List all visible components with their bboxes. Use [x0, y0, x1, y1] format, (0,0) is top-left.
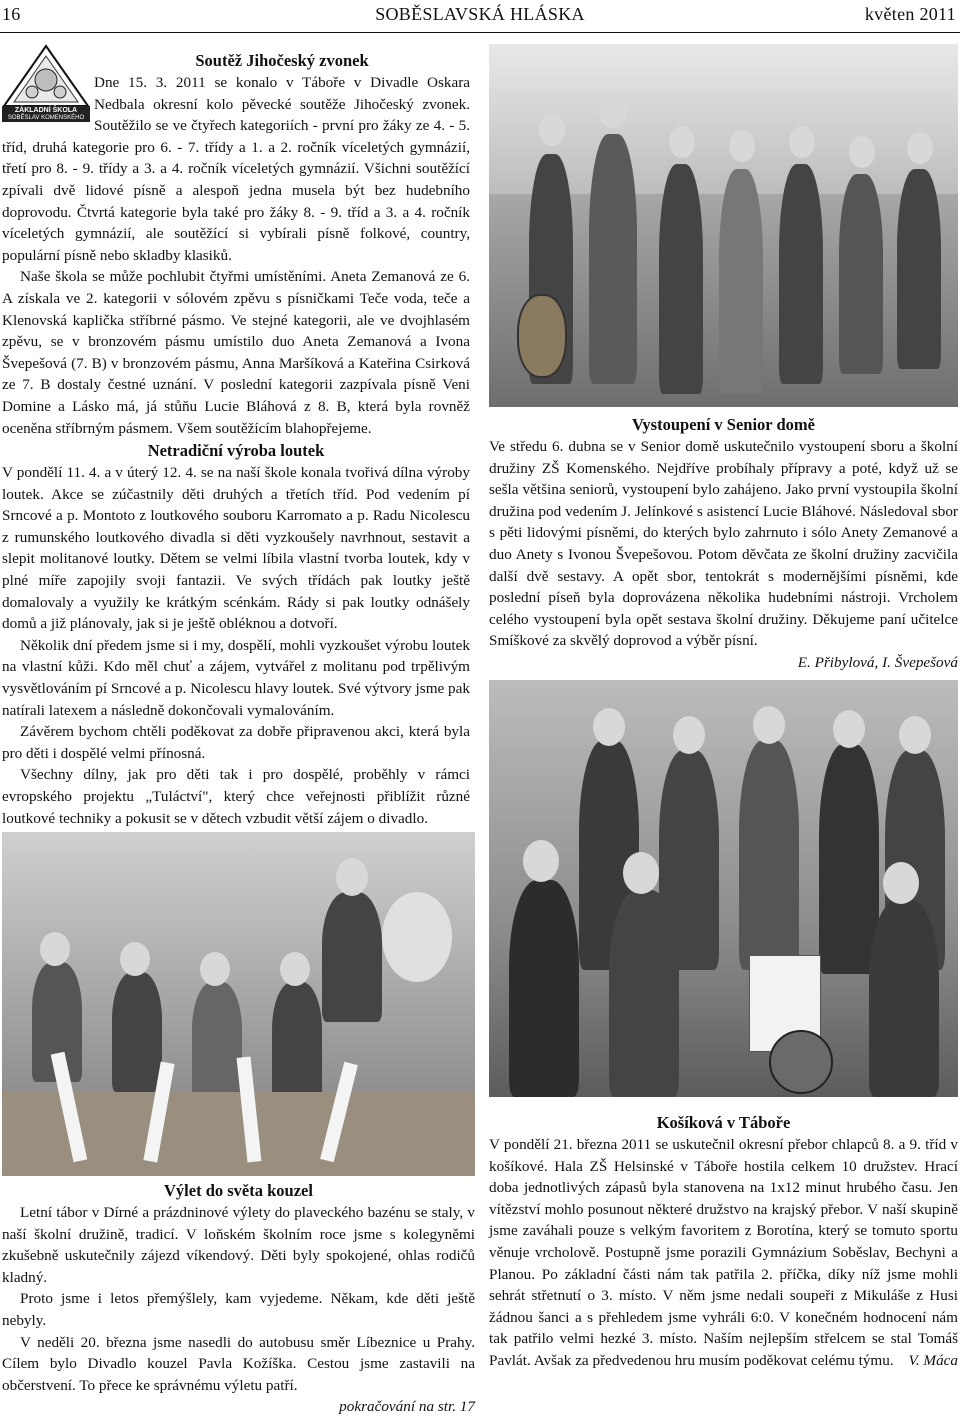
- guitar-shape: [517, 294, 567, 378]
- article-loutky-title: Netradiční výroba loutek: [147, 441, 325, 460]
- article-kosikova: [489, 1112, 958, 1372]
- logo-text-1: ZÁKLADNÍ ŠKOLA: [14, 107, 78, 114]
- article-loutky-p4: Všechny dílny, jak pro děti tak i pro dospělé, proběhly v rámci evropského projektu „Tuláctví", který chce veřejnosti přiblížit různé loutkové techniky a pokusit se v dětech vzbudit větší zájem o divadlo.: [2, 766, 470, 827]
- article-loutky-p3: Závěrem bychom chtěli poděkovat za dobře připravenou akci, která byla pro děti i dospělé velmi přínosná.: [2, 723, 470, 762]
- article-kouzel-p3: V neděli 20. března jsme nasedli do autobusu směr Líbeznice u Prahy. Cílem bylo Divadlo kouzel Pavla Kožíška. Cestou jsme zastavili na občerstvení. To přece ke správnému výletu patří.: [2, 1333, 475, 1394]
- article-zvonek-p1: Dne 15. 3. 2011 se konalo v Táboře v Divadle Oskara Nedbala okresní kolo pěvecké soutěže Jihočeský zvonek. Soutěžilo se ve čtyřech kategoriích - první pro žáky ze 4. - 5. tříd, druhá kategorie pro 6. - 7. třídy a 1. a 2. ročník víceletých gymnázií, třetí pro 8. - 9. třídy a 3. a 4. ročník víceletých gymnázií. Všichni soutěžící zpívali dvě lidové písně a alespoň jedna musela být bez hudebního doprovodu. Čtvrtá kategorie byla také pro žáky 8. - 9. tříd a 3. a 4. ročník víceletých gymnázií, ale soutěžící si vybírali písně folkové, country, populární písně nebo skladby klasiků.: [2, 74, 470, 264]
- article-zvonek: [2, 50, 470, 439]
- article-senior-title: Vystoupení v Senior domě: [632, 415, 815, 434]
- choir-photo: [489, 44, 958, 407]
- article-kouzel-signature: pokračování na str. 17: [339, 1398, 475, 1416]
- article-kouzel: [2, 1180, 475, 1418]
- basketball-shape: [769, 1030, 833, 1094]
- article-loutky-p2: Několik dní předem jsme si i my, dospělí, mohli vyzkoušet výrobu loutek na vlastní kůži. Kdo měl chuť a zájem, vytvářel z molitanu pod trpělivým vysvětlováním pí Srncové a p. Nicolescu hlavy loutek. Své výtvory jsme pak natírali latexem a následně dokončovali vymalováním.: [2, 636, 470, 719]
- article-loutky: [2, 440, 470, 851]
- article-senior-signature: E. Přibylová, I. Švepešová: [797, 653, 958, 671]
- publication-title: SOBĚSLAVSKÁ HLÁSKA: [375, 4, 585, 24]
- article-zvonek-title: Soutěž Jihočeský zvonek: [195, 51, 369, 70]
- article-kosikova-title: Košíková v Táboře: [656, 1113, 791, 1132]
- logo-float-spacer: [2, 50, 94, 136]
- issue-date: květen 2011: [864, 4, 956, 24]
- basketball-team-photo: [489, 680, 958, 1097]
- article-kouzel-p1: Letní tábor v Dírné a prázdninové výlety do plaveckého bazénu se staly, v naší školní družině, tradicí. V loňském školním roce jsme s kolegyněmi zkušebně uskutečnily zájezd víkendový. Děti byly spokojené, ohlas rodičů kladný.: [2, 1204, 475, 1286]
- puppet-workshop-photo: [2, 832, 475, 1176]
- article-zvonek-p2: Naše škola se může pochlubit čtyřmi umístěními. Aneta Zemanová ze 6. A získala ve 2. kategorii v sólovém zpěvu s písničkami Teče voda, teče a Klenovská kaplička stříbrné pásmo. Ve stejné kategorii, ale ve dvojhlasém zpěvu, se v bronzovém pásmu umístilo duo Aneta Zemanová a Ivona Švepešová (7. B) v bronzovém pásmu, Anna Maršíková a Kateřina Csirková ze 7. B dostaly čestné uznání. V poslední kategorii zazpívala písně Veni Domine a Lásko má, já stůňu Lucie Bláhová z 8. B, která byla rovněž oceněna stříbrným pásmem. Všem soutěžícím blahopřejeme.: [2, 268, 470, 437]
- article-kosikova-p1: V pondělí 21. března 2011 se uskutečnil okresní přebor chlapců 8. a 9. tříd v košíkové. Hala ZŠ Helsinské v Táboře hostila celkem 10 družstev. Hrací doba jednotlivých zápasů byla stanovena na 1x12 minut hrubého času. Jen vítězství mohlo posunout některé družstvo na krajský přebor. V naší skupině jsme zaváhali pouze s velkým favoritem z Borotína, který se tomuto sportu věnuje vrcholově. Postupně jsme porazili Gymnázium Soběslav, Bechyni a Planou. Po základní části nám tak patřila 2. příčka, díky níž jsme mohli sehrát střetnutí o 3. místo. V něm jsme nedali soupeři z Mikuláše z Husi žádnou šanci a s přehledem jsme vyhráli 6:0. V konečném hodnocení nám tak patřilo velmi hezké 3. místo. Naším nejlepším střelcem se stal Tomáš Pavlát. Avšak za předvedenou hru musím poděkovat celému týmu.: [489, 1136, 958, 1369]
- article-kouzel-p2: Proto jsme i letos přemýšlely, kam vyjedeme. Někam, kde děti ještě nebyly.: [2, 1290, 475, 1329]
- article-loutky-p1: V pondělí 11. 4. a v úterý 12. 4. se na naší škole konala tvořivá dílna výroby loutek. Akce se zúčastnily děti druhých a třetích tříd. Pod vedením pí Srncové a p. Montoto z loutkového souboru Karromato a p. Radu Nicolescu z rumunského loutkového divadla si děti vyzkoušely navrhnout, sestavit a slepit molitanové loutky. Dětem se velmi líbila vlastní tvorba loutek, kdy v plné míře zapojily svoji fantazii. Ve svých třídách pak loutky ještě domalovaly a využily ke krátkým scénkám. Rády si pak loutky odnášely domů a již plánovaly, jak si je ještě obléknou a dotvoří.: [2, 464, 470, 633]
- article-senior: [489, 414, 958, 674]
- header-rule: [0, 32, 960, 33]
- logo-text-2: SOBĚSLAV KOMENSKÉHO: [7, 115, 85, 121]
- article-kouzel-title: Výlet do světa kouzel: [164, 1181, 313, 1200]
- article-kosikova-signature: V. Máca: [908, 1351, 958, 1369]
- page-number: 16: [2, 4, 21, 24]
- article-senior-p1: Ve středu 6. dubna se v Senior domě uskutečnilo vystoupení sboru a školní družiny ZŠ Komenského. Nejdříve probíhaly přípravy a poté, když už se sešla většina seniorů, vystoupení bylo zahájeno. Jako první vystoupila školní družina pod vedením J. Jelínkové s asistencí Lucie Bláhové. Následoval sbor s pěti lidovými písněmi, do kterých bylo zahrnuto i sólo Anety Zemanové a duo Anety s Ivonou Švepešovou. Potom děvčata ze školní družiny zacvičila další dvě sestavy. A opět sbor, tentokrát s modernějšími písněmi, kde poslední píseň byla doprovázena několika hudebními nástroji. Vrcholem celého vystoupení byla opět sestava školní družiny. Děkujeme paní učitelce Smíškové za skvělý doprovod a výběr písní.: [489, 438, 958, 650]
